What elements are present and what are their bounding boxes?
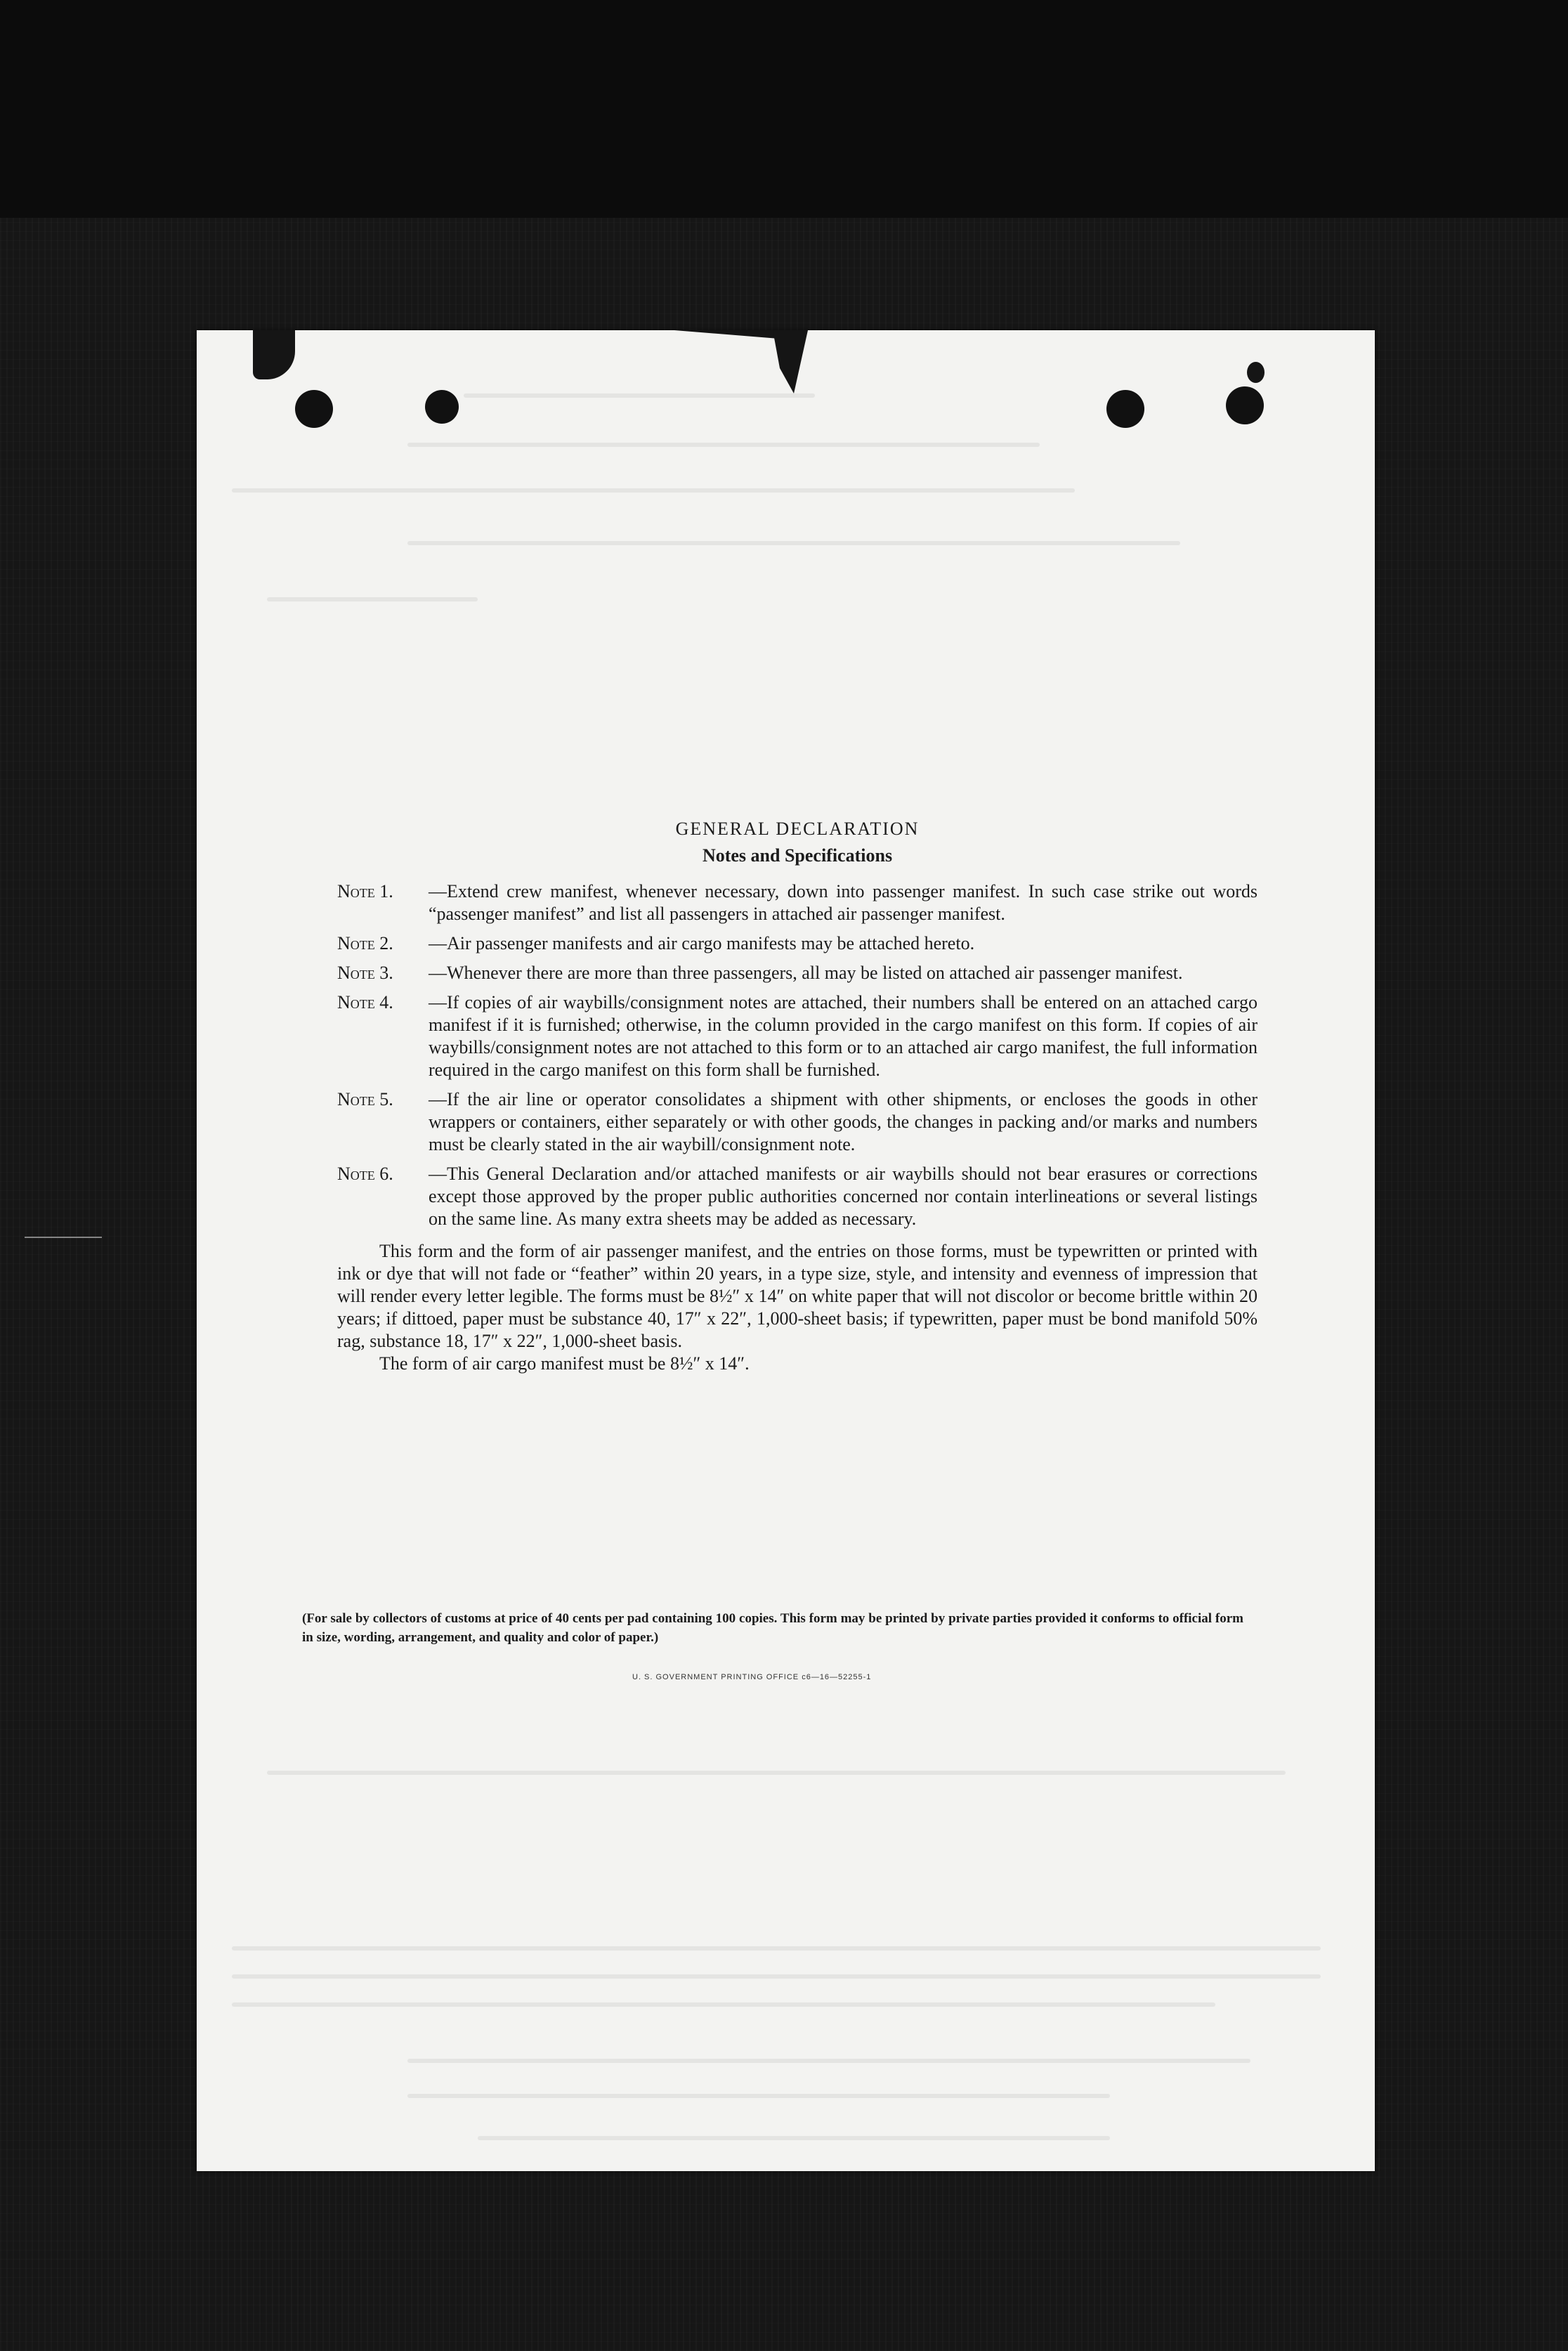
bleed-through bbox=[407, 443, 1040, 447]
bleed-through bbox=[407, 2059, 1250, 2063]
torn-edge bbox=[773, 330, 808, 393]
note-3 bbox=[337, 962, 1257, 984]
bleed-through bbox=[232, 1946, 1321, 1951]
printer-imprint: U. S. GOVERNMENT PRINTING OFFICE c6—16—52255-1 bbox=[632, 1673, 872, 1681]
note-6 bbox=[337, 1163, 1257, 1230]
note-1 bbox=[337, 880, 1257, 925]
bleed-through bbox=[267, 1771, 1286, 1775]
note-5 bbox=[337, 1088, 1257, 1156]
bleed-through bbox=[232, 1974, 1321, 1979]
note-label: Note 5. bbox=[337, 1089, 393, 1109]
note-2 bbox=[337, 932, 1257, 955]
form-requirements-text: This form and the form of air passenger manifest, and the entries on those forms, must be typewritten or printed with ink or dye that will not fade or “feather” within 20 years, in a type size, style, and intensity and evenness of impression that will render every letter legible. The forms must be 8½″ x 14″ on white paper that will not discolor or become brittle within 20 years; if dittoed, paper must be substance 40, 17″ x 22″, 1,000-sheet basis; if typewritten, paper must be bond manifold 50% rag, substance 18, 17″ x 22″, 1,000-sheet basis. bbox=[337, 1241, 1257, 1351]
note-label: Note 2. bbox=[337, 933, 393, 953]
bleed-through bbox=[232, 488, 1075, 493]
binder-hole bbox=[425, 390, 459, 424]
note-text: —If the air line or operator consolidates a shipment with other shipments, or encloses the goods in other wrappers or containers, either separately or with other goods, the changes in packing and/or marks and numbers must be clearly stated in the air waybill/consignment note. bbox=[429, 1089, 1257, 1154]
note-4 bbox=[337, 991, 1257, 1081]
note-text: —This General Declaration and/or attached manifests or air waybills should not bear erasures or corrections except those approved by the proper public authorities concerned nor contain interlineations or several listings on the same line. As many extra sheets may be added as necessary. bbox=[429, 1164, 1257, 1229]
note-label: Note 6. bbox=[337, 1164, 393, 1184]
note-text: —Extend crew manifest, whenever necessary, down into passenger manifest. In such case strike out words “passenger manifest” and list all passengers in attached air passenger manifest. bbox=[429, 881, 1257, 924]
document-subtitle: Notes and Specifications bbox=[702, 845, 893, 866]
bleed-through bbox=[407, 2094, 1110, 2098]
sale-notice: (For sale by collectors of customs at price of 40 cents per pad containing 100 copies. This form may be printed by private parties provided it conforms to official form in size, wording, arrangement, and quality and color of paper.) bbox=[302, 1611, 1243, 1645]
note-text: —Air passenger manifests and air cargo manifests may be attached hereto. bbox=[429, 933, 975, 953]
bleed-through bbox=[232, 2002, 1215, 2007]
binder-hole bbox=[1106, 390, 1144, 428]
cargo-manifest-size-text: The form of air cargo manifest must be 8½″ x 14″. bbox=[379, 1353, 750, 1374]
general-declaration-notes bbox=[337, 819, 1257, 1375]
note-label: Note 3. bbox=[337, 963, 393, 983]
note-label: Note 1. bbox=[337, 881, 393, 901]
bleed-through bbox=[478, 2136, 1110, 2140]
bleed-through bbox=[407, 541, 1180, 545]
note-text: —If copies of air waybills/consignment notes are attached, their numbers shall be entered on an attached cargo manifest if it is furnished; otherwise, in the column provided in the cargo manifest on this form. If copies of air waybills/consignment notes are not attached to this form or to an attached air cargo manifest, the full information required in the cargo manifest on this form shall be furnished. bbox=[429, 992, 1257, 1080]
form-requirements-paragraph bbox=[337, 1240, 1257, 1375]
document-title: GENERAL DECLARATION bbox=[675, 819, 920, 839]
scan-edge-mark bbox=[25, 1237, 102, 1238]
note-label: Note 4. bbox=[337, 992, 393, 1012]
scan-top-band bbox=[0, 0, 1568, 218]
note-text: —Whenever there are more than three passengers, all may be listed on attached air passenger manifest. bbox=[429, 963, 1183, 983]
bleed-through bbox=[464, 393, 815, 398]
bleed-through bbox=[267, 597, 478, 601]
binder-hole bbox=[295, 390, 333, 428]
binder-hole bbox=[1226, 386, 1264, 424]
torn-edge bbox=[253, 330, 295, 379]
torn-edge bbox=[1247, 362, 1265, 383]
